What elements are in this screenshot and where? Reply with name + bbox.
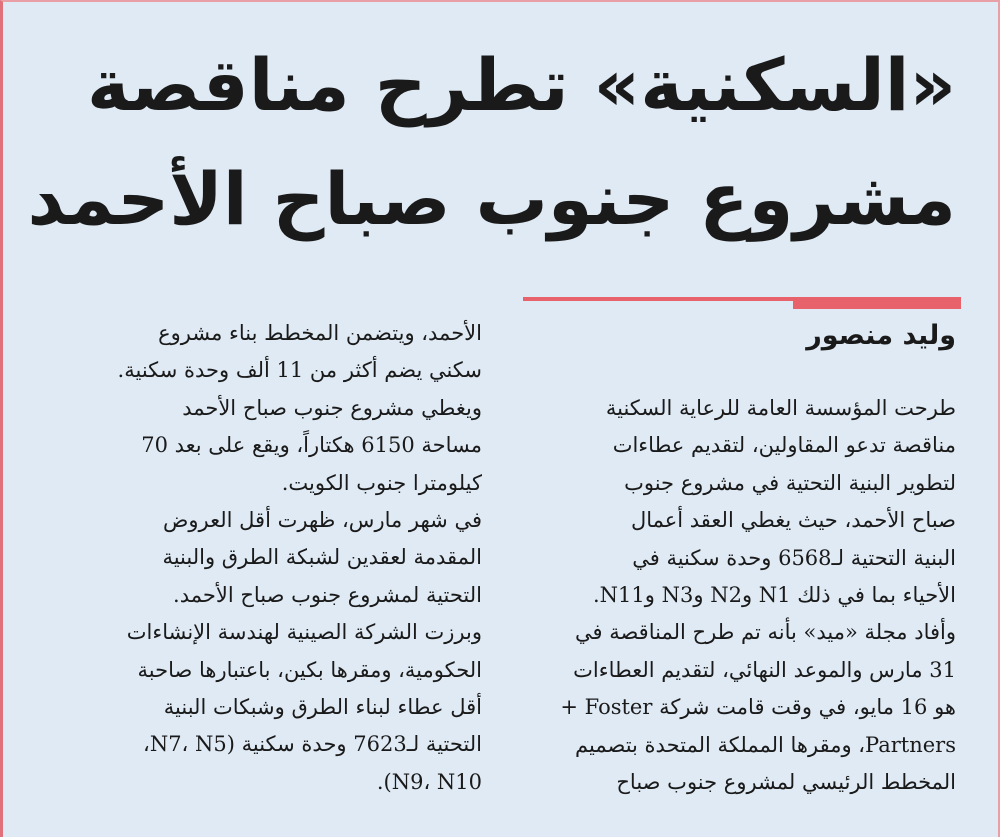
body-line: أقل عطاء لبناء الطرق وشبكات البنية (163, 694, 482, 719)
body-line: ويغطي مشروع جنوب صباح الأحمد (182, 395, 482, 420)
body-line: هو 16 مايو، في وقت قامت شركة Foster + (560, 695, 956, 720)
byline-author: وليد منصور (806, 320, 956, 351)
body-line: صباح الأحمد، حيث يغطي العقد أعمال (630, 508, 956, 533)
body-line: Partners، ومقرها المملكة المتحدة بتصميم (575, 732, 956, 757)
byline-accent-bar (793, 297, 961, 309)
headline (27, 28, 956, 256)
body-line: الأحمد، ويتضمن المخطط بناء مشروع (158, 321, 482, 345)
body-line: مساحة 6150 هكتاراً، ويقع على بعد 70 (141, 433, 482, 458)
body-line: 31 مارس والموعد النهائي، لتقديم العطاءات (573, 657, 956, 682)
body-line: التحتية لمشروع جنوب صباح الأحمد. (173, 582, 482, 607)
body-line: كيلومترا جنوب الكويت. (281, 470, 482, 495)
article-column-left (42, 315, 482, 801)
body-line: وبرزت الشركة الصينية لهندسة الإنشاءات (126, 620, 482, 645)
body-line: مناقصة تدعو المقاولين، لتقديم عطاءات (612, 433, 956, 458)
headline-line-1: «السكنية» تطرح مناقصة (86, 43, 956, 127)
body-line: لتطوير البنية التحتية في مشروع جنوب (624, 470, 956, 495)
body-line: الحكومية، ومقرها بكين، باعتبارها صاحبة (137, 657, 482, 682)
body-line: في شهر مارس، ظهرت أقل العروض (163, 507, 482, 532)
body-line: المقدمة لعقدين لشبكة الطرق والبنية (162, 545, 482, 570)
body-line: التحتية لـ7623 وحدة سكنية (N7، N5، (143, 732, 482, 757)
body-line: N9، N10). (376, 769, 482, 794)
body-line: طرحت المؤسسة العامة للرعاية السكنية (605, 396, 956, 420)
headline-line-2: مشروع جنوب صباح الأحمد (27, 157, 956, 241)
body-line: الأحياء بما في ذلك N1 وN2 وN3 وN11. (592, 582, 956, 607)
body-line: المخطط الرئيسي لمشروع جنوب صباح (616, 769, 956, 794)
body-line: سكني يضم أكثر من 11 ألف وحدة سكنية. (117, 358, 482, 383)
article-column-right (516, 390, 956, 801)
body-line: البنية التحتية لـ6568 وحدة سكنية في (632, 545, 956, 570)
body-line: وأفاد مجلة «ميد» بأنه تم طرح المناقصة في (575, 620, 956, 645)
